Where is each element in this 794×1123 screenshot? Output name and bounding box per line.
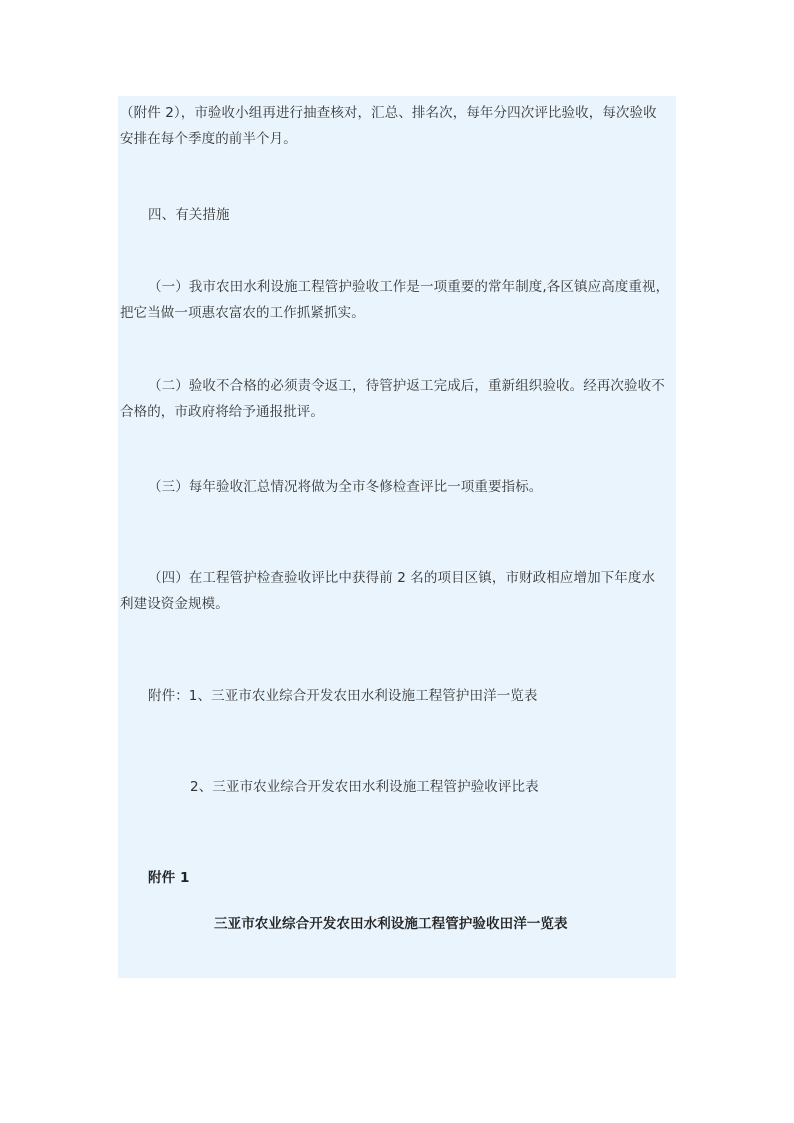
paragraph-line-4: 把它当做一项惠农富农的工作抓紧抓实。 [120, 305, 365, 321]
paragraph-line-8: （四）在工程管护检查验收评比中获得前 2 名的项目区镇，市财政相应增加下年度水 [148, 570, 656, 586]
paragraph-line-9: 利建设资金规模。 [120, 596, 229, 612]
paragraph-line-2: 安排在每个季度的前半个月。 [120, 131, 297, 147]
attachment-1-label: 附件 1 [148, 870, 190, 886]
content-panel [118, 96, 676, 978]
paragraph-line-7: （三）每年验收汇总情况将做为全市冬修检查评比一项重要指标。 [148, 479, 543, 495]
paragraph-line-5: （二）验收不合格的必须责令返工，待管护返工完成后，重新组织验收。经再次验收不 [148, 378, 665, 394]
attachment-1-title: 三亚市农业综合开发农田水利设施工程管护验收田洋一览表 [214, 916, 568, 932]
attachments-line-1: 附件：1、三亚市农业综合开发农田水利设施工程管护田洋一览表 [148, 688, 538, 704]
paragraph-line-1: （附件 2），市验收小组再进行抽查核对，汇总、排名次，每年分四次评比验收，每次验收 [120, 105, 657, 121]
paragraph-line-6: 合格的，市政府将给予通报批评。 [120, 404, 324, 420]
paragraph-line-3: （一）我市农田水利设施工程管护验收工作是一项重要的常年制度,各区镇应高度重视， [148, 279, 670, 295]
section-heading-measures: 四、有关措施 [148, 207, 230, 223]
attachments-line-2: 2、三亚市农业综合开发农田水利设施工程管护验收评比表 [190, 779, 539, 795]
